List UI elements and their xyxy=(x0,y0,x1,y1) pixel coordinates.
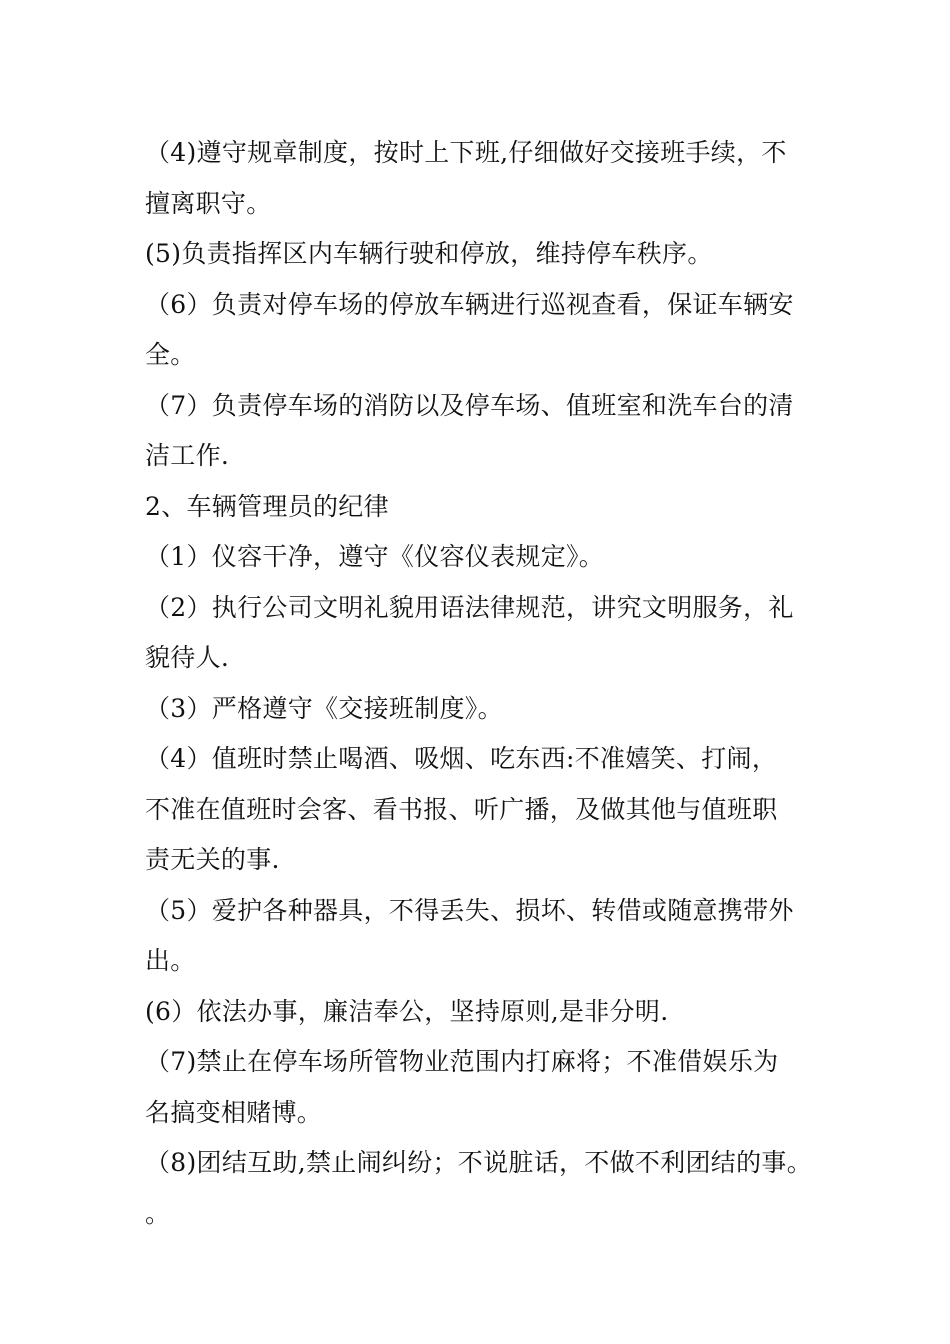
text-line: （8)团结互助,禁止闹纠纷；不说脏话，不做不利团结的事。 xyxy=(145,1148,813,1177)
text-line: （7)禁止在停车场所管物业范围内打麻将；不准借娱乐为 xyxy=(145,1047,779,1076)
text-line: 责无关的事. xyxy=(145,845,280,874)
text-line: 出。 xyxy=(145,946,196,975)
text-line: 。 xyxy=(145,1198,171,1228)
text-line: 擅离职守。 xyxy=(145,188,272,218)
section-heading: 2、车辆管理员的纪律 xyxy=(145,491,389,521)
text-line: （6）负责对停车场的停放车辆进行巡视查看，保证车辆安 xyxy=(145,289,794,319)
text-line: （7）负责停车场的消防以及停车场、值班室和洗车台的清 xyxy=(145,390,794,420)
text-line: （5）爱护各种器具，不得丢失、损坏、转借或随意携带外 xyxy=(145,895,794,925)
text-line: （3）严格遵守《交接班制度》。 xyxy=(145,693,503,723)
text-line: 不准在值班时会客、看书报、听广播，及做其他与值班职 xyxy=(145,794,778,824)
text-line: （4）值班时禁止喝酒、吸烟、吃东西:不准嬉笑、打闹， xyxy=(145,744,778,773)
document-body xyxy=(145,128,825,1239)
text-line: （4)遵守规章制度，按时上下班,仔细做好交接班手续，不 xyxy=(145,138,787,167)
text-line: （2）执行公司文明礼貌用语法律规范，讲究文明服务，礼 xyxy=(145,592,794,622)
text-line: 名搞变相赌博。 xyxy=(145,1097,323,1127)
text-line: (5)负责指挥区内车辆行驶和停放，维持停车秩序。 xyxy=(145,239,713,268)
text-line: 洁工作. xyxy=(145,441,230,470)
text-line: (6）依法办事，廉洁奉公，坚持原则,是非分明. xyxy=(145,996,669,1026)
text-line: 貌待人. xyxy=(145,643,230,672)
text-line: 全。 xyxy=(145,340,196,369)
text-line: （1）仪容干净，遵守《仪容仪表规定》。 xyxy=(145,542,605,571)
